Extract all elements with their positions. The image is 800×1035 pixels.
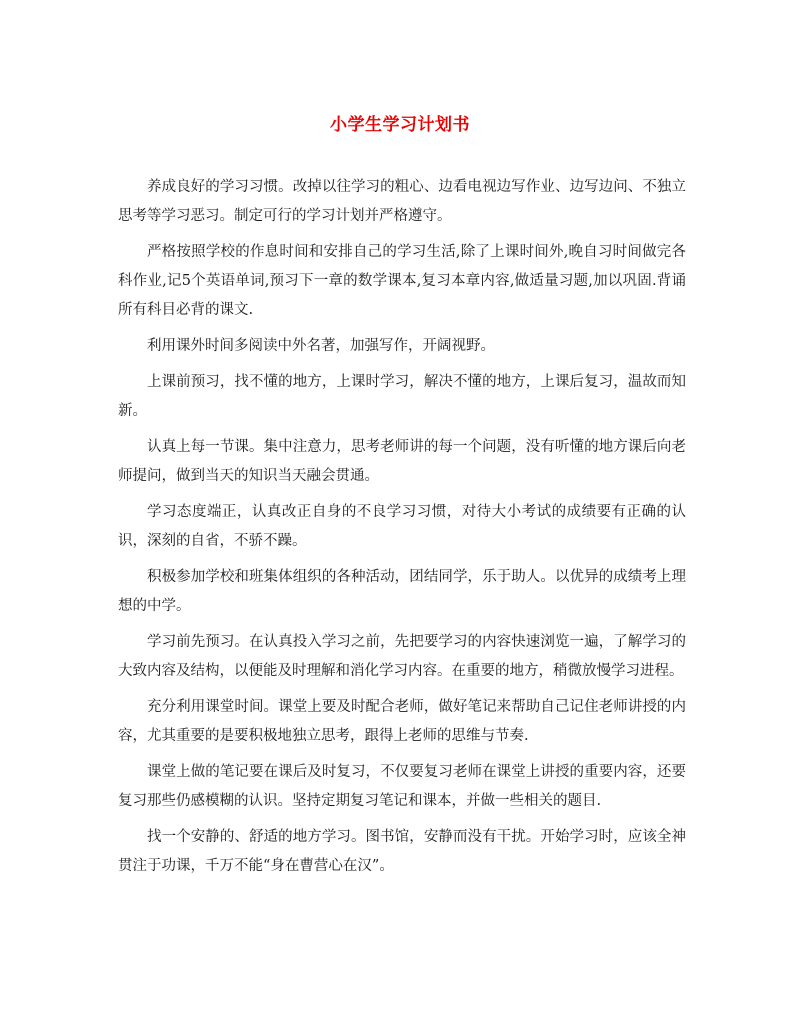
paragraph: 课堂上做的笔记要在课后及时复习，不仅要复习老师在课堂上讲授的重要内容，还要复习那些仍感模糊的认识。坚持定期复习笔记和课本，并做一些相关的题目. [118,764,686,809]
paragraph: 学习前先预习。在认真投入学习之前，先把要学习的内容快速浏览一遍，了解学习的大致内容及结构，以便能及时理解和消化学习内容。在重要的地方，稍微放慢学习进程。 [118,634,686,679]
paragraph: 养成良好的学习习惯。改掉以往学习的粗心、边看电视边写作业、边写边问、不独立思考等学习恶习。制定可行的学习计划并严格遵守。 [118,179,686,224]
document-body [118,173,686,888]
paragraph: 学习态度端正，认真改正自身的不良学习习惯，对待大小考试的成绩要有正确的认识，深刻的自省，不骄不躁。 [118,504,686,549]
paragraph: 认真上每一节课。集中注意力，思考老师讲的每一个问题，没有听懂的地方课后向老师提问，做到当天的知识当天融会贯通。 [118,439,686,484]
document-title: 小学生学习计划书 [330,115,470,135]
paragraph: 充分利用课堂时间。课堂上要及时配合老师，做好笔记来帮助自己记住老师讲授的内容，尤其重要的是要积极地独立思考，跟得上老师的思维与节奏. [118,699,686,744]
paragraph: 找一个安静的、舒适的地方学习。图书馆，安静而没有干扰。开始学习时，应该全神贯注于功课，千万不能“身在曹营心在汉”。 [118,829,686,874]
paragraph: 严格按照学校的作息时间和安排自己的学习生活,除了上课时间外,晚自习时间做完各科作业,记5个英语单词,预习下一章的数学课本,复习本章内容,做适量习题,加以巩固.背诵所有科目必背的课文. [118,244,686,318]
paragraph: 积极参加学校和班集体组织的各种活动，团结同学，乐于助人。以优异的成绩考上理想的中学。 [118,569,686,614]
paragraph: 上课前预习，找不懂的地方，上课时学习，解决不懂的地方，上课后复习，温故而知新。 [118,374,686,419]
paragraph: 利用课外时间多阅读中外名著，加强写作，开阔视野。 [147,338,495,354]
